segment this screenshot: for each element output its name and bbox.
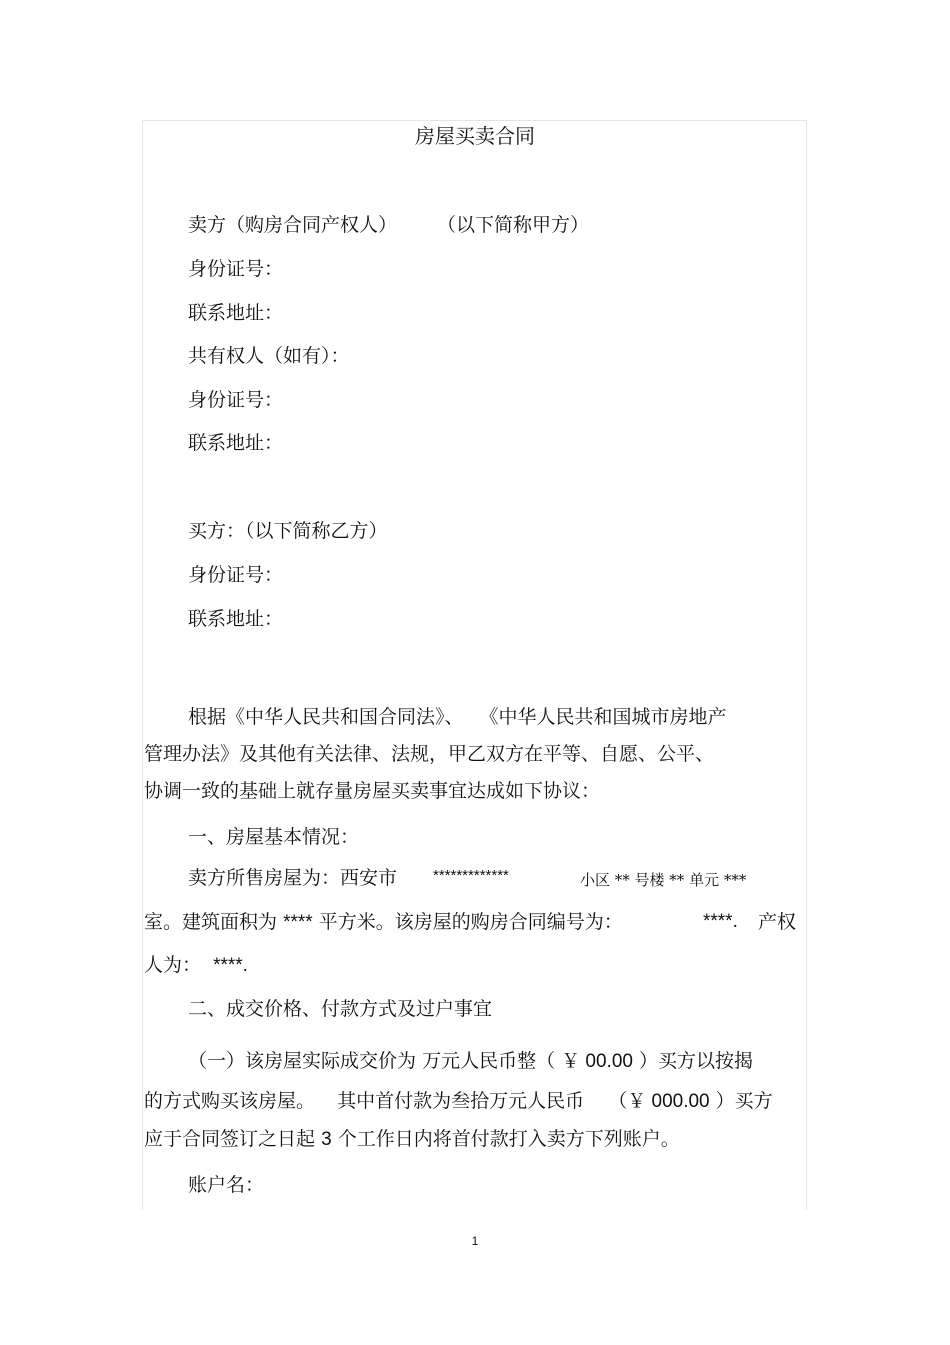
section-1-line-1 [188, 866, 397, 890]
section-1-area-value: **** [283, 912, 313, 933]
seller-heading [188, 213, 589, 237]
page-frame [142, 120, 807, 1210]
account-name-label: 账户名： [188, 1174, 265, 1196]
section-2-para-1-line-1 [188, 1049, 753, 1074]
deadline-text-a: 应于合同签订之日起 [144, 1128, 316, 1150]
buyer-address-label: 联系地址： [188, 608, 284, 630]
page-number: 1 [471, 1234, 479, 1248]
section-1-line-3a: 人为： [144, 954, 202, 976]
seller-id-label: 身份证号： [188, 258, 284, 280]
seller-address-label: 联系地址： [188, 302, 284, 324]
deadline-days: 3 [321, 1129, 332, 1150]
owner-value: ****. [213, 955, 248, 976]
payment-text-b: 其中首付款为叁拾万元人民币 [337, 1090, 585, 1112]
section-1-line-2c: 平方米。该房屋的购房合同编号为： [318, 911, 623, 933]
price-text-d: ）买方以按揭 [639, 1050, 754, 1072]
section-1-line-2 [144, 910, 623, 935]
seller-alias: （以下简称甲方） [437, 214, 590, 236]
section-1-line-2a: 室。建筑面积为 [144, 911, 278, 933]
down-payment-amount: （￥ 000.00 [608, 1091, 710, 1112]
section-1-line-3 [144, 953, 248, 978]
preamble-line-1 [188, 705, 727, 729]
section-2-heading: 二、成交价格、付款方式及过户事宜 [188, 998, 493, 1020]
co-owner-address-label: 联系地址： [188, 432, 284, 454]
section-1-line-1-prefix: 卖方所售房屋为：西安市 [188, 867, 398, 889]
price-amount: ￥ 00.00 [561, 1051, 633, 1072]
buyer-id-label: 身份证号： [188, 564, 284, 586]
buyer-heading: 买方：（以下简称乙方） [188, 520, 388, 542]
preamble-line-2: 管理办法》及其他有关法律、法规，甲乙双方在平等、自愿、公平、 [144, 743, 715, 765]
price-text-b: 万元人民币整（ [422, 1050, 556, 1072]
section-1-line-2e: 产权 [758, 911, 797, 933]
preamble-line-3: 协调一致的基础上就存量房屋买卖事宜达成如下协议： [144, 780, 601, 802]
price-text-a: （一）该房屋实际成交价为 [188, 1050, 417, 1072]
section-1-heading: 一、房屋基本情况： [188, 826, 360, 848]
co-owner-label: 共有权人（如有）： [188, 345, 350, 367]
payment-text-d: ）买方 [715, 1090, 773, 1112]
deadline-text-c: 个工作日内将首付款打入卖方下列账户。 [337, 1128, 680, 1150]
section-2-para-1-line-3 [144, 1127, 680, 1152]
preamble-line-1b: 《中华人民共和国城市房地产 [479, 706, 727, 728]
section-1-mask: ************* [433, 867, 509, 884]
section-1-line-1-suffix: 小区 ** 号楼 ** 单元 *** [580, 871, 747, 889]
seller-heading-label: 卖方（购房合同产权人） [188, 214, 398, 236]
section-2-para-1-line-2 [144, 1089, 773, 1114]
contract-number-value: ****. [703, 911, 738, 932]
co-owner-id-label: 身份证号： [188, 389, 284, 411]
payment-text-a: 的方式购买该房屋。 [144, 1090, 316, 1112]
preamble-line-1a: 根据《中华人民共和国合同法》、 [188, 706, 464, 728]
document-title: 房屋买卖合同 [415, 124, 535, 148]
